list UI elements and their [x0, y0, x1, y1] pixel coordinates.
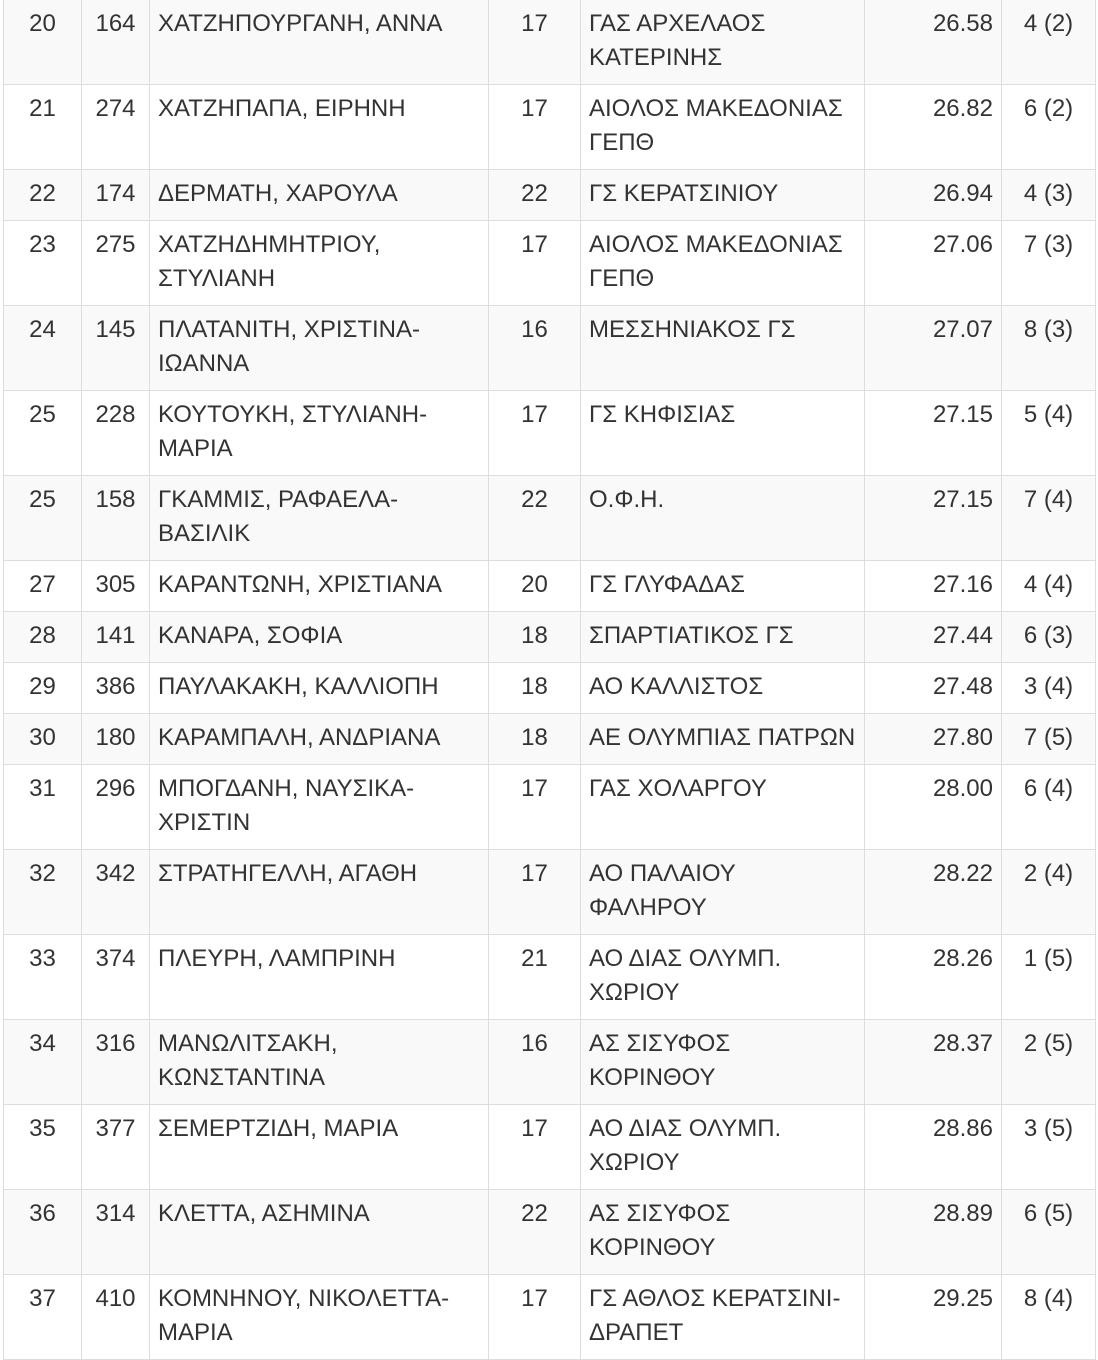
heat-cell: 8 (4) — [1002, 1275, 1096, 1360]
athlete-name-cell: ΧΑΤΖΗΔΗΜΗΤΡΙΟΥ, ΣΤΥΛΙΑΝΗ — [150, 221, 489, 306]
place-cell: 27 — [4, 561, 82, 612]
age-cell: 17 — [489, 1275, 581, 1360]
table-row — [4, 935, 1096, 1020]
place-cell: 31 — [4, 765, 82, 850]
club-cell: ΓΑΣ ΧΟΛΑΡΓΟΥ — [581, 765, 865, 850]
place-cell: 28 — [4, 612, 82, 663]
bib-cell: 305 — [82, 561, 150, 612]
club-cell: ΓΣ ΑΘΛΟΣ ΚΕΡΑΤΣΙΝΙ-ΔΡΑΠΕΤ — [581, 1275, 865, 1360]
age-cell: 21 — [489, 935, 581, 1020]
table-row — [4, 0, 1096, 85]
time-cell: 26.58 — [865, 0, 1002, 85]
bib-cell: 342 — [82, 850, 150, 935]
table-row — [4, 1190, 1096, 1275]
table-row — [4, 561, 1096, 612]
age-cell: 17 — [489, 221, 581, 306]
age-cell: 16 — [489, 1020, 581, 1105]
time-cell: 28.86 — [865, 1105, 1002, 1190]
athlete-name-cell: ΚΟΥΤΟΥΚΗ, ΣΤΥΛΙΑΝΗ-ΜΑΡΙΑ — [150, 391, 489, 476]
bib-cell: 158 — [82, 476, 150, 561]
athlete-name-cell: ΚΑΡΑΝΤΩΝΗ, ΧΡΙΣΤΙΑΝΑ — [150, 561, 489, 612]
club-cell: ΑΙΟΛΟΣ ΜΑΚΕΔΟΝΙΑΣ ΓΕΠΘ — [581, 85, 865, 170]
club-cell: ΓΑΣ ΑΡΧΕΛΑΟΣ ΚΑΤΕΡΙΝΗΣ — [581, 0, 865, 85]
bib-cell: 145 — [82, 306, 150, 391]
club-cell: ΓΣ ΚΕΡΑΤΣΙΝΙΟΥ — [581, 170, 865, 221]
table-row — [4, 476, 1096, 561]
time-cell: 28.00 — [865, 765, 1002, 850]
heat-cell: 4 (2) — [1002, 0, 1096, 85]
club-cell: ΓΣ ΚΗΦΙΣΙΑΣ — [581, 391, 865, 476]
bib-cell: 377 — [82, 1105, 150, 1190]
place-cell: 21 — [4, 85, 82, 170]
heat-cell: 6 (5) — [1002, 1190, 1096, 1275]
club-cell: ΑΟ ΠΑΛΑΙΟΥ ΦΑΛΗΡΟΥ — [581, 850, 865, 935]
table-row — [4, 612, 1096, 663]
table-row — [4, 1105, 1096, 1190]
heat-cell: 3 (5) — [1002, 1105, 1096, 1190]
age-cell: 18 — [489, 612, 581, 663]
athlete-name-cell: ΚΑΝΑΡΑ, ΣΟΦΙΑ — [150, 612, 489, 663]
place-cell: 22 — [4, 170, 82, 221]
athlete-name-cell: ΧΑΤΖΗΠΟΥΡΓΑΝΗ, ΑΝΝΑ — [150, 0, 489, 85]
place-cell: 32 — [4, 850, 82, 935]
age-cell: 17 — [489, 0, 581, 85]
athlete-name-cell: ΣΤΡΑΤΗΓΕΛΛΗ, ΑΓΑΘΗ — [150, 850, 489, 935]
place-cell: 24 — [4, 306, 82, 391]
bib-cell: 316 — [82, 1020, 150, 1105]
club-cell: Ο.Φ.Η. — [581, 476, 865, 561]
heat-cell: 4 (4) — [1002, 561, 1096, 612]
age-cell: 22 — [489, 170, 581, 221]
table-row — [4, 221, 1096, 306]
place-cell: 20 — [4, 0, 82, 85]
heat-cell: 7 (3) — [1002, 221, 1096, 306]
time-cell: 28.22 — [865, 850, 1002, 935]
place-cell: 37 — [4, 1275, 82, 1360]
club-cell: ΑΕ ΟΛΥΜΠΙΑΣ ΠΑΤΡΩΝ — [581, 714, 865, 765]
heat-cell: 2 (5) — [1002, 1020, 1096, 1105]
table-row — [4, 391, 1096, 476]
heat-cell: 1 (5) — [1002, 935, 1096, 1020]
heat-cell: 7 (5) — [1002, 714, 1096, 765]
place-cell: 25 — [4, 391, 82, 476]
athlete-name-cell: ΣΕΜΕΡΤΖΙΔΗ, ΜΑΡΙΑ — [150, 1105, 489, 1190]
age-cell: 17 — [489, 85, 581, 170]
age-cell: 16 — [489, 306, 581, 391]
time-cell: 27.16 — [865, 561, 1002, 612]
age-cell: 22 — [489, 1190, 581, 1275]
athlete-name-cell: ΚΑΡΑΜΠΑΛΗ, ΑΝΔΡΙΑΝΑ — [150, 714, 489, 765]
athlete-name-cell: ΧΑΤΖΗΠΑΠΑ, ΕΙΡΗΝΗ — [150, 85, 489, 170]
heat-cell: 6 (3) — [1002, 612, 1096, 663]
heat-cell: 2 (4) — [1002, 850, 1096, 935]
age-cell: 18 — [489, 714, 581, 765]
time-cell: 27.07 — [865, 306, 1002, 391]
bib-cell: 410 — [82, 1275, 150, 1360]
bib-cell: 180 — [82, 714, 150, 765]
age-cell: 17 — [489, 765, 581, 850]
bib-cell: 275 — [82, 221, 150, 306]
time-cell: 28.89 — [865, 1190, 1002, 1275]
bib-cell: 386 — [82, 663, 150, 714]
athlete-name-cell: ΔΕΡΜΑΤΗ, ΧΑΡΟΥΛΑ — [150, 170, 489, 221]
bib-cell: 296 — [82, 765, 150, 850]
club-cell: ΑΟ ΔΙΑΣ ΟΛΥΜΠ. ΧΩΡΙΟΥ — [581, 935, 865, 1020]
table-row — [4, 714, 1096, 765]
place-cell: 29 — [4, 663, 82, 714]
table-row — [4, 306, 1096, 391]
time-cell: 26.82 — [865, 85, 1002, 170]
club-cell: ΜΕΣΣΗΝΙΑΚΟΣ ΓΣ — [581, 306, 865, 391]
bib-cell: 374 — [82, 935, 150, 1020]
results-table — [3, 0, 1096, 1360]
place-cell: 23 — [4, 221, 82, 306]
athlete-name-cell: ΠΛΑΤΑΝΙΤΗ, ΧΡΙΣΤΙΝΑ-ΙΩΑΝΝΑ — [150, 306, 489, 391]
time-cell: 27.48 — [865, 663, 1002, 714]
bib-cell: 164 — [82, 0, 150, 85]
bib-cell: 314 — [82, 1190, 150, 1275]
time-cell: 29.25 — [865, 1275, 1002, 1360]
bib-cell: 174 — [82, 170, 150, 221]
age-cell: 18 — [489, 663, 581, 714]
place-cell: 34 — [4, 1020, 82, 1105]
table-row — [4, 1275, 1096, 1360]
place-cell: 35 — [4, 1105, 82, 1190]
heat-cell: 4 (3) — [1002, 170, 1096, 221]
athlete-name-cell: ΚΛΕΤΤΑ, ΑΣΗΜΙΝΑ — [150, 1190, 489, 1275]
heat-cell: 6 (2) — [1002, 85, 1096, 170]
age-cell: 22 — [489, 476, 581, 561]
table-row — [4, 85, 1096, 170]
table-row — [4, 170, 1096, 221]
heat-cell: 5 (4) — [1002, 391, 1096, 476]
time-cell: 28.37 — [865, 1020, 1002, 1105]
table-row — [4, 765, 1096, 850]
time-cell: 27.15 — [865, 391, 1002, 476]
place-cell: 30 — [4, 714, 82, 765]
age-cell: 17 — [489, 1105, 581, 1190]
heat-cell: 3 (4) — [1002, 663, 1096, 714]
bib-cell: 274 — [82, 85, 150, 170]
results-body — [4, 0, 1096, 1360]
club-cell: ΣΠΑΡΤΙΑΤΙΚΟΣ ΓΣ — [581, 612, 865, 663]
time-cell: 27.80 — [865, 714, 1002, 765]
athlete-name-cell: ΜΑΝΩΛΙΤΣΑΚΗ, ΚΩΝΣΤΑΝΤΙΝΑ — [150, 1020, 489, 1105]
club-cell: ΑΣ ΣΙΣΥΦΟΣ ΚΟΡΙΝΘΟΥ — [581, 1020, 865, 1105]
club-cell: ΑΣ ΣΙΣΥΦΟΣ ΚΟΡΙΝΘΟΥ — [581, 1190, 865, 1275]
table-row — [4, 663, 1096, 714]
athlete-name-cell: ΚΟΜΝΗΝΟΥ, ΝΙΚΟΛΕΤΤΑ-ΜΑΡΙΑ — [150, 1275, 489, 1360]
place-cell: 36 — [4, 1190, 82, 1275]
place-cell: 25 — [4, 476, 82, 561]
age-cell: 17 — [489, 850, 581, 935]
time-cell: 27.06 — [865, 221, 1002, 306]
athlete-name-cell: ΜΠΟΓΔΑΝΗ, ΝΑΥΣΙΚΑ-ΧΡΙΣΤΙΝ — [150, 765, 489, 850]
time-cell: 27.15 — [865, 476, 1002, 561]
athlete-name-cell: ΓΚΑΜΜΙΣ, ΡΑΦΑΕΛΑ-ΒΑΣΙΛΙΚ — [150, 476, 489, 561]
table-row — [4, 1020, 1096, 1105]
athlete-name-cell: ΠΛΕΥΡΗ, ΛΑΜΠΡΙΝΗ — [150, 935, 489, 1020]
age-cell: 17 — [489, 391, 581, 476]
bib-cell: 141 — [82, 612, 150, 663]
club-cell: ΓΣ ΓΛΥΦΑΔΑΣ — [581, 561, 865, 612]
club-cell: ΑΟ ΚΑΛΛΙΣΤΟΣ — [581, 663, 865, 714]
time-cell: 27.44 — [865, 612, 1002, 663]
athlete-name-cell: ΠΑΥΛΑΚΑΚΗ, ΚΑΛΛΙΟΠΗ — [150, 663, 489, 714]
table-row — [4, 850, 1096, 935]
club-cell: ΑΟ ΔΙΑΣ ΟΛΥΜΠ. ΧΩΡΙΟΥ — [581, 1105, 865, 1190]
bib-cell: 228 — [82, 391, 150, 476]
time-cell: 26.94 — [865, 170, 1002, 221]
time-cell: 28.26 — [865, 935, 1002, 1020]
heat-cell: 6 (4) — [1002, 765, 1096, 850]
club-cell: ΑΙΟΛΟΣ ΜΑΚΕΔΟΝΙΑΣ ΓΕΠΘ — [581, 221, 865, 306]
age-cell: 20 — [489, 561, 581, 612]
heat-cell: 7 (4) — [1002, 476, 1096, 561]
place-cell: 33 — [4, 935, 82, 1020]
heat-cell: 8 (3) — [1002, 306, 1096, 391]
